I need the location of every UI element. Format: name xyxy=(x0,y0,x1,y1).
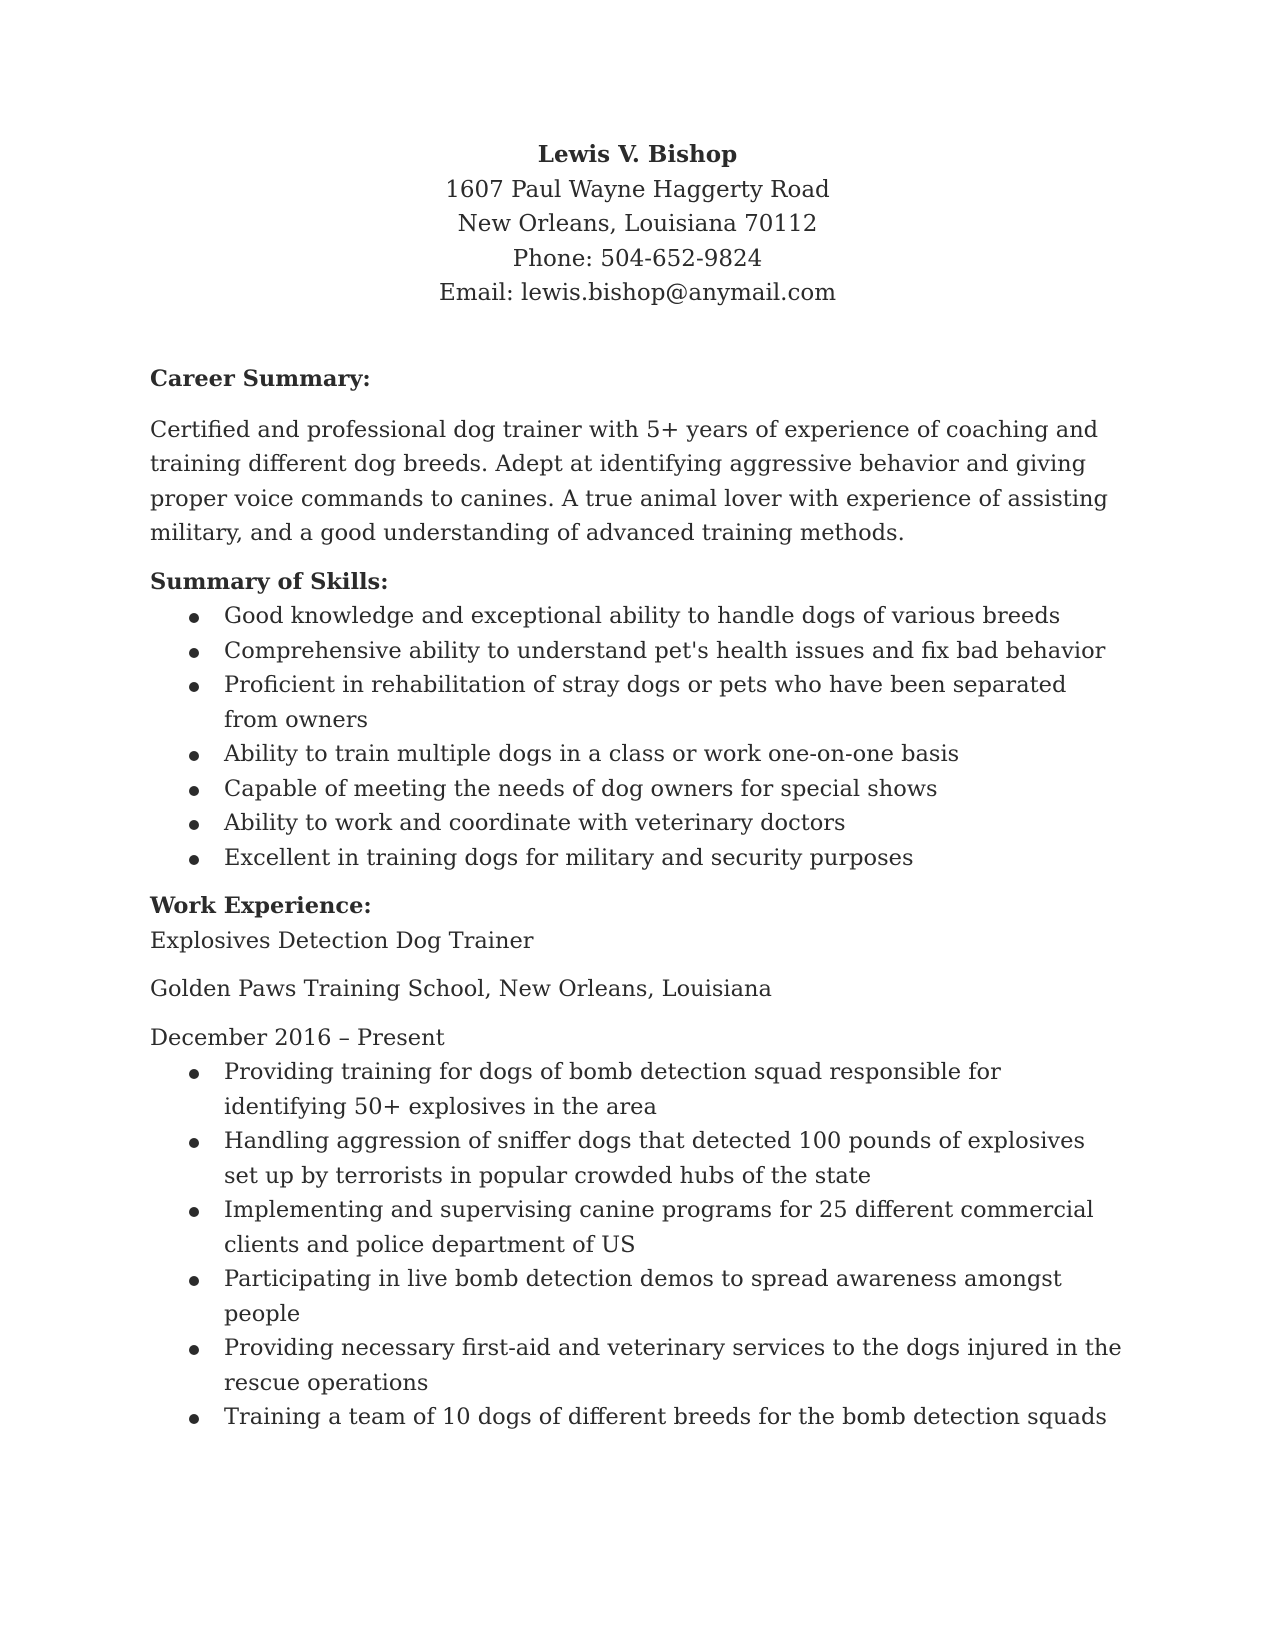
work-duties-list xyxy=(150,1055,1125,1435)
list-item-text: Ability to train multiple dogs in a class or work one-on-one basis xyxy=(224,741,960,767)
phone: Phone: 504-652-9824 xyxy=(512,245,763,272)
list-item xyxy=(150,1400,1125,1435)
work-experience-heading: Work Experience: xyxy=(150,893,372,919)
bullet-icon xyxy=(189,1414,199,1424)
list-item-text: Implementing and supervising canine programs for 25 different commercial clients and police department of US xyxy=(224,1197,1094,1258)
bullet-icon xyxy=(189,1345,199,1355)
list-item xyxy=(150,1193,1125,1262)
career-summary-text: Certified and professional dog trainer with 5+ years of experience of coaching and training different dog breeds. Adept at identifying aggressive behavior and giving proper voice commands to canines. A true animal lover with experience of assisting military, and a good understanding of advanced training methods. xyxy=(150,416,1108,546)
bullet-icon xyxy=(189,682,199,692)
list-item-text: Training a team of 10 dogs of different breeds for the bomb detection squads xyxy=(224,1404,1107,1430)
skills-heading: Summary of Skills: xyxy=(150,568,389,595)
bullet-icon xyxy=(189,1276,199,1286)
bullet-icon xyxy=(189,1069,199,1079)
list-item-text: Providing necessary first-aid and veterinary services to the dogs injured in the rescue operations xyxy=(224,1335,1122,1396)
list-item-text: Proficient in rehabilitation of stray dogs or pets who have been separated from owners xyxy=(224,672,1067,733)
address-line-1: 1607 Paul Wayne Haggerty Road xyxy=(445,176,830,203)
list-item xyxy=(150,737,1125,772)
list-item xyxy=(150,668,1125,737)
bullet-icon xyxy=(189,820,199,830)
contact-header xyxy=(0,138,1275,311)
career-summary-heading: Career Summary: xyxy=(150,366,371,392)
list-item xyxy=(150,1055,1125,1124)
employer: Golden Paws Training School, New Orleans, Louisiana xyxy=(150,976,772,1002)
list-item-text: Comprehensive ability to understand pet's health issues and fix bad behavior xyxy=(224,637,1106,664)
candidate-name: Lewis V. Bishop xyxy=(537,141,738,168)
skills-list xyxy=(150,599,1125,875)
bullet-icon xyxy=(189,613,199,623)
address-line-2: New Orleans, Louisiana 70112 xyxy=(457,211,818,237)
list-item xyxy=(150,634,1125,669)
list-item xyxy=(150,1262,1125,1331)
bullet-icon xyxy=(189,1207,199,1217)
list-item xyxy=(150,1124,1125,1193)
list-item xyxy=(150,806,1125,841)
bullet-icon xyxy=(189,1138,199,1148)
email: Email: lewis.bishop@anymail.com xyxy=(438,280,837,306)
list-item-text: Handling aggression of sniffer dogs that detected 100 pounds of explosives set up by terrorists in popular crowded hubs of the state xyxy=(224,1128,1086,1189)
list-item xyxy=(150,599,1125,634)
list-item xyxy=(150,1331,1125,1400)
list-item-text: Capable of meeting the needs of dog owners for special shows xyxy=(224,775,938,802)
list-item xyxy=(150,841,1125,876)
job-title: Explosives Detection Dog Trainer xyxy=(150,927,534,954)
list-item-text: Ability to work and coordinate with veterinary doctors xyxy=(224,810,846,836)
bullet-icon xyxy=(189,855,199,865)
bullet-icon xyxy=(189,751,199,761)
list-item-text: Participating in live bomb detection demos to spread awareness amongst people xyxy=(224,1266,1062,1327)
list-item-text: Providing training for dogs of bomb detection squad responsible for identifying 50+ explosives in the area xyxy=(224,1059,1001,1120)
bullet-icon xyxy=(189,648,199,658)
bullet-icon xyxy=(189,786,199,796)
employment-dates: December 2016 – Present xyxy=(150,1024,445,1051)
list-item-text: Excellent in training dogs for military and security purposes xyxy=(224,844,914,871)
list-item-text: Good knowledge and exceptional ability to handle dogs of various breeds xyxy=(224,603,1061,629)
resume-body xyxy=(150,362,1125,1435)
list-item xyxy=(150,772,1125,807)
